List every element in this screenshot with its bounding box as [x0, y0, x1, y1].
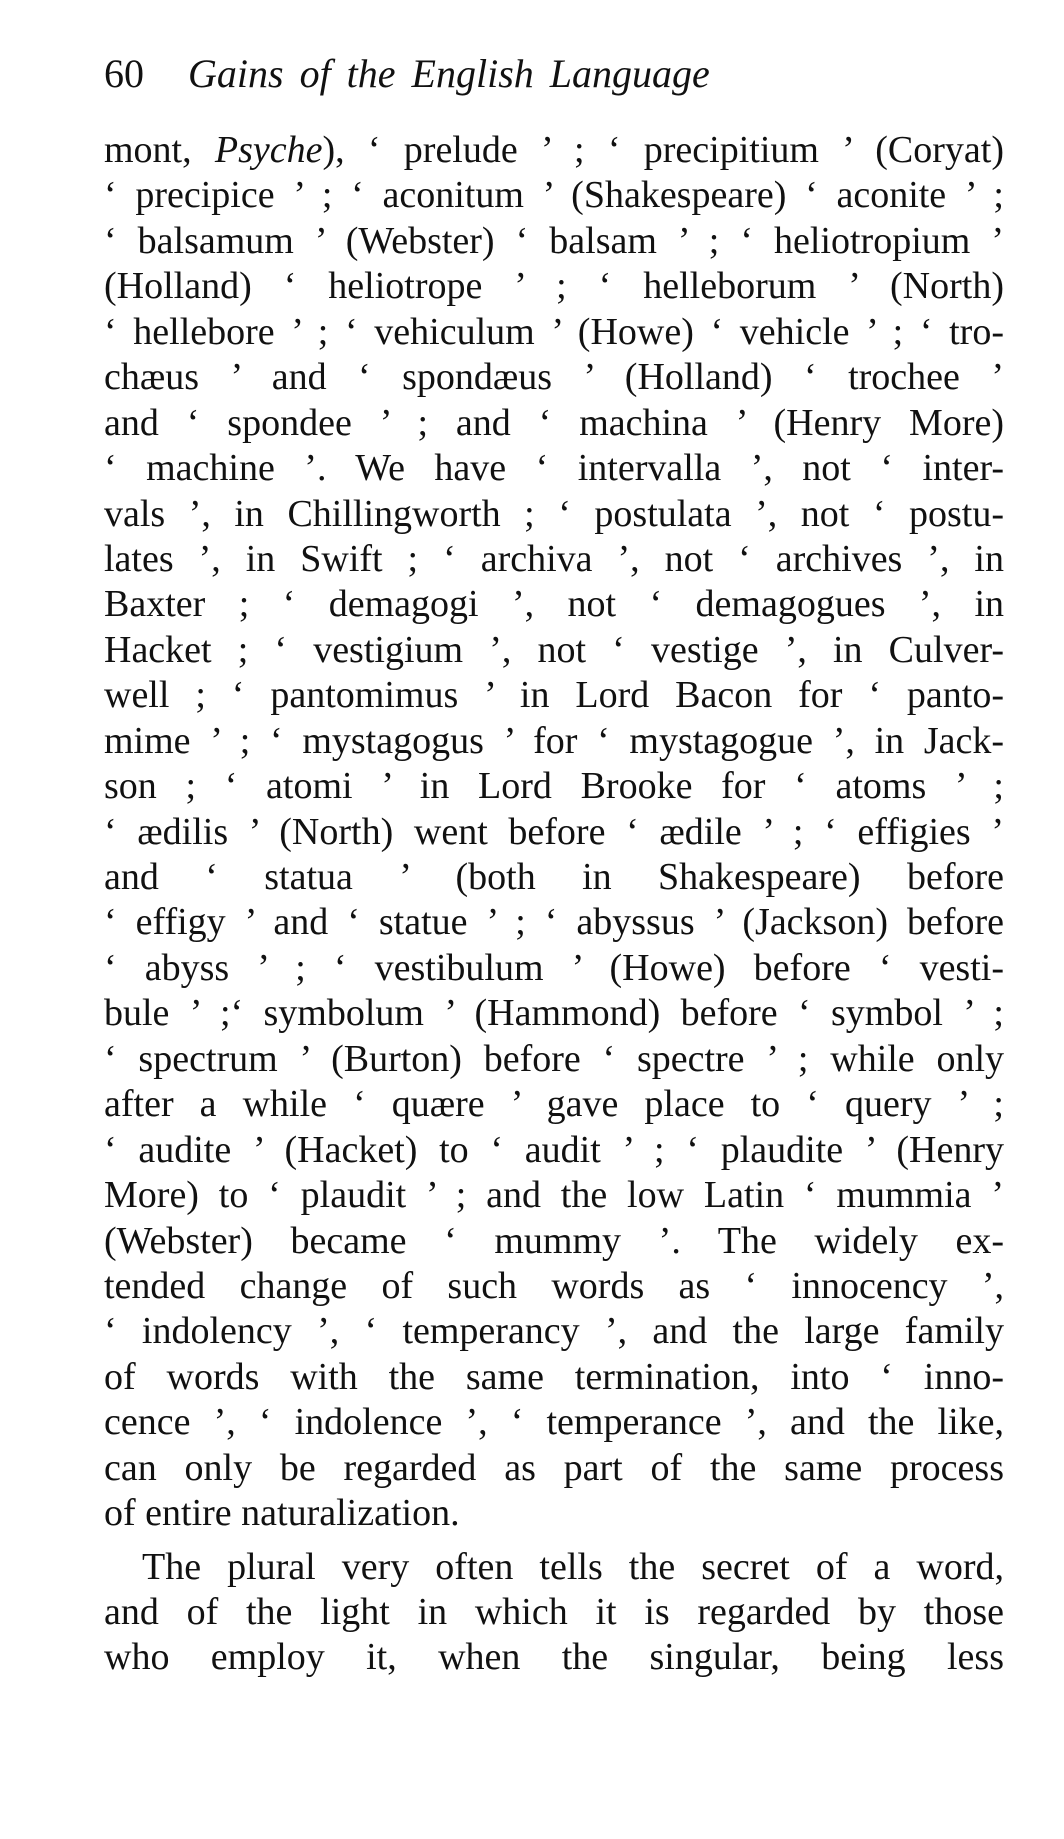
- text-line: well ; ‘ pantomimus ’ in Lord Bacon for ‘ panto-: [104, 674, 1004, 717]
- paragraph-2: [104, 1545, 1004, 1681]
- text-line: ‘ audite ’ (Hacket) to ‘ audit ’ ; ‘ plaudite ’ (Henry: [104, 1128, 1004, 1171]
- text-line: ‘ effigy ’ and ‘ statue ’ ; ‘ abyssus ’ (Jackson) before: [104, 901, 1004, 944]
- text-line: ‘ spectrum ’ (Burton) before ‘ spectre ’ ; while only: [104, 1037, 1004, 1080]
- text-line: mime ’ ; ‘ mystagogus ’ for ‘ mystagogue ’, in Jack-: [104, 719, 1004, 762]
- text-line: Hacket ; ‘ vestigium ’, not ‘ vestige ’, in Culver-: [104, 628, 1004, 671]
- text-line: lates ’, in Swift ; ‘ archiva ’, not ‘ archives ’, in: [104, 537, 1004, 580]
- text-line: ‘ machine ’. We have ‘ intervalla ’, not ‘ inter-: [104, 447, 1004, 490]
- running-head: [104, 44, 964, 104]
- text-line: of entire naturalization.: [104, 1492, 460, 1535]
- text-line: ‘ indolency ’, ‘ temperancy ’, and the large family: [104, 1310, 1004, 1353]
- text-line: ‘ ædilis ’ (North) went before ‘ ædile ’ ; ‘ effigies ’: [104, 810, 1004, 853]
- text-line: can only be regarded as part of the same process: [104, 1446, 1004, 1489]
- running-title: Gains of the English Language: [188, 51, 710, 96]
- page-number: 60: [104, 51, 144, 96]
- text-line: son ; ‘ atomi ’ in Lord Brooke for ‘ atoms ’ ;: [104, 765, 1004, 808]
- text-line: and of the light in which it is regarded by those: [104, 1591, 1004, 1633]
- text-line: (Holland) ‘ heliotrope ’ ; ‘ helleborum ’ (North): [104, 265, 1004, 308]
- text-line: and ‘ spondee ’ ; and ‘ machina ’ (Henry More): [104, 401, 1004, 444]
- text-line: chæus ’ and ‘ spondæus ’ (Holland) ‘ trochee ’: [104, 356, 1004, 399]
- text-line: (Webster) became ‘ mummy ’. The widely ex-: [104, 1219, 1004, 1262]
- text-line: vals ’, in Chillingworth ; ‘ postulata ’, not ‘ postu-: [104, 492, 1004, 535]
- text-line: who employ it, when the singular, being less: [104, 1636, 1004, 1679]
- text-line: bule ’ ;‘ symbolum ’ (Hammond) before ‘ symbol ’ ;: [104, 992, 1004, 1035]
- text-line: The plural very often tells the secret of a word,: [142, 1545, 1004, 1588]
- text-line: cence ’, ‘ indolence ’, ‘ temperance ’, and the like,: [104, 1401, 1004, 1444]
- paragraph-1: [104, 128, 1004, 1537]
- text-line: tended change of such words as ‘ innocency ’,: [104, 1264, 1004, 1307]
- text-line: ‘ hellebore ’ ; ‘ vehiculum ’ (Howe) ‘ vehicle ’ ; ‘ tro-: [104, 310, 1004, 353]
- text-line: ‘ precipice ’ ; ‘ aconitum ’ (Shakespeare) ‘ aconite ’ ;: [104, 174, 1004, 217]
- text-line: mont, Psyche), ‘ prelude ’ ; ‘ precipitium ’ (Coryat): [104, 129, 1004, 171]
- text-line: ‘ balsamum ’ (Webster) ‘ balsam ’ ; ‘ heliotropium ’: [104, 219, 1004, 262]
- italic-title: Psyche: [214, 129, 323, 171]
- text-line: Baxter ; ‘ demagogi ’, not ‘ demagogues ’, in: [104, 583, 1004, 626]
- text-line: and ‘ statua ’ (both in Shakespeare) before: [104, 856, 1004, 898]
- text-line: More) to ‘ plaudit ’ ; and the low Latin ‘ mummia ’: [104, 1174, 1004, 1217]
- body-text: [104, 128, 1004, 1681]
- text-line: of words with the same termination, into ‘ inno-: [104, 1355, 1004, 1398]
- text-line: ‘ abyss ’ ; ‘ vestibulum ’ (Howe) before ‘ vesti-: [104, 946, 1004, 989]
- text-line: after a while ‘ quære ’ gave place to ‘ query ’ ;: [104, 1083, 1004, 1126]
- paragraph-gap: [104, 1537, 1004, 1545]
